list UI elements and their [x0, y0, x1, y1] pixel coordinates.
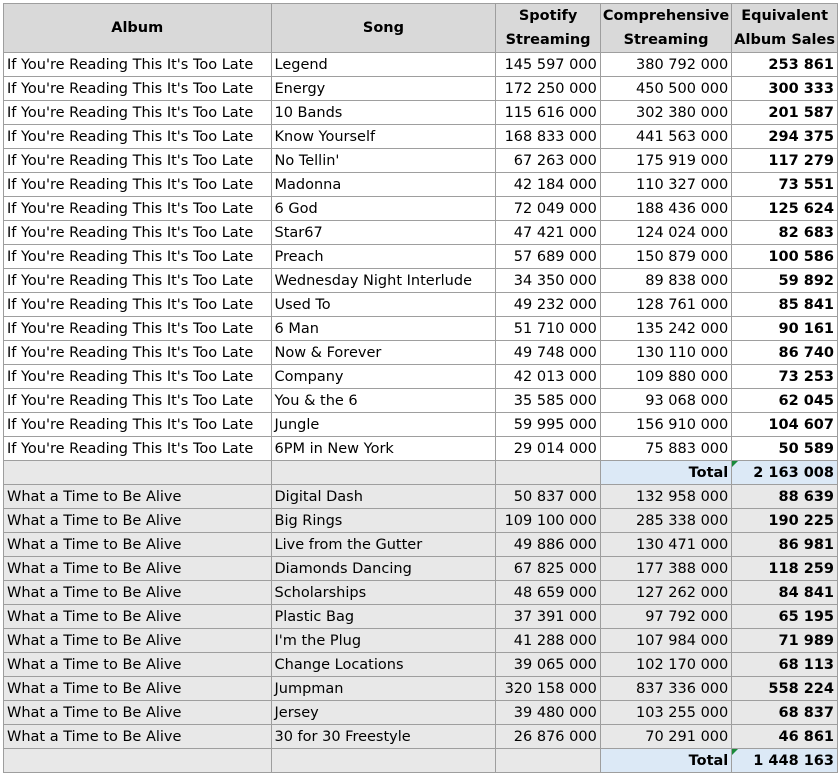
table-row — [4, 389, 838, 413]
song-cell[interactable]: Legend — [271, 53, 496, 77]
spotify-cell[interactable]: 42 013 000 — [496, 365, 600, 389]
table-row — [4, 437, 838, 461]
album-sales-cell[interactable]: 201 587 — [732, 101, 838, 125]
song-cell[interactable]: Star67 — [271, 221, 496, 245]
album-cell[interactable]: If You're Reading This It's Too Late — [4, 317, 272, 341]
spotify-cell[interactable]: 35 585 000 — [496, 389, 600, 413]
header-comprehensive-streaming[interactable] — [600, 4, 731, 53]
spotify-cell[interactable]: 72 049 000 — [496, 197, 600, 221]
table-row — [4, 413, 838, 437]
comprehensive-cell[interactable]: 109 880 000 — [600, 365, 731, 389]
table-row — [4, 677, 838, 701]
album-cell[interactable]: What a Time to Be Alive — [4, 629, 272, 653]
spotify-cell[interactable]: 34 350 000 — [496, 269, 600, 293]
empty-cell[interactable] — [271, 461, 496, 485]
table-row — [4, 125, 838, 149]
comprehensive-cell[interactable]: 837 336 000 — [600, 677, 731, 701]
song-cell[interactable]: Diamonds Dancing — [271, 557, 496, 581]
album-cell[interactable]: What a Time to Be Alive — [4, 557, 272, 581]
album-cell[interactable]: If You're Reading This It's Too Late — [4, 437, 272, 461]
table-row — [4, 293, 838, 317]
album-sales-cell[interactable]: 59 892 — [732, 269, 838, 293]
table-row — [4, 581, 838, 605]
empty-cell[interactable] — [4, 461, 272, 485]
song-cell[interactable]: Wednesday Night Interlude — [271, 269, 496, 293]
song-cell[interactable]: Now & Forever — [271, 341, 496, 365]
header-spotify-streaming[interactable] — [496, 4, 600, 53]
table-row — [4, 221, 838, 245]
comprehensive-cell[interactable]: 103 255 000 — [600, 701, 731, 725]
album-sales-cell[interactable]: 294 375 — [732, 125, 838, 149]
album-sales-cell[interactable]: 253 861 — [732, 53, 838, 77]
empty-cell[interactable] — [4, 749, 272, 773]
album-sales-cell[interactable]: 84 841 — [732, 581, 838, 605]
comprehensive-cell[interactable]: 380 792 000 — [600, 53, 731, 77]
comprehensive-cell[interactable]: 124 024 000 — [600, 221, 731, 245]
empty-cell[interactable] — [496, 461, 600, 485]
spotify-cell[interactable]: 57 689 000 — [496, 245, 600, 269]
album-cell[interactable]: If You're Reading This It's Too Late — [4, 53, 272, 77]
album-sales-cell[interactable]: 88 639 — [732, 485, 838, 509]
table-row — [4, 317, 838, 341]
album-cell[interactable]: If You're Reading This It's Too Late — [4, 125, 272, 149]
song-cell[interactable]: 6PM in New York — [271, 437, 496, 461]
album-cell[interactable]: What a Time to Be Alive — [4, 533, 272, 557]
comprehensive-cell[interactable]: 285 338 000 — [600, 509, 731, 533]
table-row — [4, 485, 838, 509]
album-sales-cell[interactable]: 100 586 — [732, 245, 838, 269]
spotify-cell[interactable]: 145 597 000 — [496, 53, 600, 77]
album-sales-cell[interactable]: 90 161 — [732, 317, 838, 341]
comprehensive-cell[interactable]: 128 761 000 — [600, 293, 731, 317]
spotify-cell[interactable]: 168 833 000 — [496, 125, 600, 149]
album-cell[interactable]: If You're Reading This It's Too Late — [4, 173, 272, 197]
album-sales-cell[interactable]: 82 683 — [732, 221, 838, 245]
song-cell[interactable]: Big Rings — [271, 509, 496, 533]
spotify-cell[interactable]: 49 748 000 — [496, 341, 600, 365]
album-cell[interactable]: What a Time to Be Alive — [4, 725, 272, 749]
empty-cell[interactable] — [271, 749, 496, 773]
table-row — [4, 533, 838, 557]
total-value[interactable]: 2 163 008 — [732, 461, 838, 485]
total-row — [4, 461, 838, 485]
album-cell[interactable]: If You're Reading This It's Too Late — [4, 77, 272, 101]
spotify-cell[interactable]: 67 263 000 — [496, 149, 600, 173]
song-cell[interactable]: Madonna — [271, 173, 496, 197]
album-sales-cell[interactable]: 85 841 — [732, 293, 838, 317]
song-cell[interactable]: Digital Dash — [271, 485, 496, 509]
spotify-cell[interactable]: 50 837 000 — [496, 485, 600, 509]
album-sales-cell[interactable]: 86 740 — [732, 341, 838, 365]
comprehensive-cell[interactable]: 302 380 000 — [600, 101, 731, 125]
album-sales-cell[interactable]: 104 607 — [732, 413, 838, 437]
album-cell[interactable]: If You're Reading This It's Too Late — [4, 269, 272, 293]
table-row — [4, 653, 838, 677]
comprehensive-cell[interactable]: 110 327 000 — [600, 173, 731, 197]
streaming-table — [3, 3, 838, 773]
table-row — [4, 197, 838, 221]
album-sales-cell[interactable]: 125 624 — [732, 197, 838, 221]
album-cell[interactable]: If You're Reading This It's Too Late — [4, 101, 272, 125]
total-label[interactable]: Total — [600, 461, 731, 485]
comprehensive-cell[interactable]: 175 919 000 — [600, 149, 731, 173]
header-line: Equivalent — [741, 8, 829, 24]
spotify-cell[interactable]: 59 995 000 — [496, 413, 600, 437]
header-line: Streaming — [505, 32, 591, 48]
spotify-cell[interactable]: 39 480 000 — [496, 701, 600, 725]
comprehensive-cell[interactable]: 102 170 000 — [600, 653, 731, 677]
song-cell[interactable]: Live from the Gutter — [271, 533, 496, 557]
empty-cell[interactable] — [496, 749, 600, 773]
song-cell[interactable]: Change Locations — [271, 653, 496, 677]
comprehensive-cell[interactable]: 150 879 000 — [600, 245, 731, 269]
album-cell[interactable]: If You're Reading This It's Too Late — [4, 221, 272, 245]
album-cell[interactable]: What a Time to Be Alive — [4, 485, 272, 509]
song-cell[interactable]: 30 for 30 Freestyle — [271, 725, 496, 749]
album-sales-cell[interactable]: 65 195 — [732, 605, 838, 629]
album-cell[interactable]: What a Time to Be Alive — [4, 605, 272, 629]
song-cell[interactable]: You & the 6 — [271, 389, 496, 413]
song-cell[interactable]: Used To — [271, 293, 496, 317]
song-cell[interactable]: Know Yourself — [271, 125, 496, 149]
table-row — [4, 725, 838, 749]
header-line: Spotify — [518, 8, 578, 24]
table-row — [4, 77, 838, 101]
album-sales-cell[interactable]: 71 989 — [732, 629, 838, 653]
table-row — [4, 173, 838, 197]
album-sales-cell[interactable]: 73 253 — [732, 365, 838, 389]
spotify-cell[interactable]: 51 710 000 — [496, 317, 600, 341]
album-cell[interactable]: If You're Reading This It's Too Late — [4, 413, 272, 437]
album-cell[interactable]: What a Time to Be Alive — [4, 701, 272, 725]
song-cell[interactable]: Jungle — [271, 413, 496, 437]
table-row — [4, 557, 838, 581]
album-sales-cell[interactable]: 190 225 — [732, 509, 838, 533]
header-album[interactable]: Album — [4, 4, 272, 53]
song-cell[interactable]: 6 Man — [271, 317, 496, 341]
song-cell[interactable]: Energy — [271, 77, 496, 101]
album-sales-cell[interactable]: 68 837 — [732, 701, 838, 725]
album-sales-cell[interactable]: 62 045 — [732, 389, 838, 413]
album-cell[interactable]: What a Time to Be Alive — [4, 653, 272, 677]
table-row — [4, 701, 838, 725]
header-song[interactable]: Song — [271, 4, 496, 53]
album-cell[interactable]: If You're Reading This It's Too Late — [4, 149, 272, 173]
comprehensive-cell[interactable]: 188 436 000 — [600, 197, 731, 221]
comprehensive-cell[interactable]: 130 471 000 — [600, 533, 731, 557]
album-sales-cell[interactable]: 300 333 — [732, 77, 838, 101]
table-row — [4, 245, 838, 269]
table-row — [4, 101, 838, 125]
header-equivalent-album-sales[interactable] — [732, 4, 838, 53]
table-row — [4, 269, 838, 293]
comprehensive-cell[interactable]: 130 110 000 — [600, 341, 731, 365]
comprehensive-cell[interactable]: 127 262 000 — [600, 581, 731, 605]
comprehensive-cell[interactable]: 75 883 000 — [600, 437, 731, 461]
song-cell[interactable]: Company — [271, 365, 496, 389]
comprehensive-cell[interactable]: 70 291 000 — [600, 725, 731, 749]
total-value[interactable]: 1 448 163 — [732, 749, 838, 773]
album-sales-cell[interactable]: 86 981 — [732, 533, 838, 557]
album-cell[interactable]: If You're Reading This It's Too Late — [4, 197, 272, 221]
spotify-cell[interactable]: 172 250 000 — [496, 77, 600, 101]
album-cell[interactable]: What a Time to Be Alive — [4, 677, 272, 701]
album-sales-cell[interactable]: 117 279 — [732, 149, 838, 173]
spotify-cell[interactable]: 67 825 000 — [496, 557, 600, 581]
song-cell[interactable]: 10 Bands — [271, 101, 496, 125]
album-cell[interactable]: What a Time to Be Alive — [4, 509, 272, 533]
header-row — [4, 4, 838, 53]
song-cell[interactable]: No Tellin' — [271, 149, 496, 173]
table-row — [4, 149, 838, 173]
album-sales-cell[interactable]: 73 551 — [732, 173, 838, 197]
song-cell[interactable]: Jersey — [271, 701, 496, 725]
comprehensive-cell[interactable]: 93 068 000 — [600, 389, 731, 413]
spotify-cell[interactable]: 37 391 000 — [496, 605, 600, 629]
spotify-cell[interactable]: 26 876 000 — [496, 725, 600, 749]
album-sales-cell[interactable]: 68 113 — [732, 653, 838, 677]
table-row — [4, 605, 838, 629]
comprehensive-cell[interactable]: 97 792 000 — [600, 605, 731, 629]
album-cell[interactable]: If You're Reading This It's Too Late — [4, 341, 272, 365]
spotify-cell[interactable]: 115 616 000 — [496, 101, 600, 125]
spotify-cell[interactable]: 47 421 000 — [496, 221, 600, 245]
spotify-cell[interactable]: 49 232 000 — [496, 293, 600, 317]
table-row — [4, 365, 838, 389]
spotify-cell[interactable]: 320 158 000 — [496, 677, 600, 701]
song-cell[interactable]: Jumpman — [271, 677, 496, 701]
song-cell[interactable]: I'm the Plug — [271, 629, 496, 653]
song-cell[interactable]: Preach — [271, 245, 496, 269]
comprehensive-cell[interactable]: 89 838 000 — [600, 269, 731, 293]
album-sales-cell[interactable]: 558 224 — [732, 677, 838, 701]
comprehensive-cell[interactable]: 132 958 000 — [600, 485, 731, 509]
song-cell[interactable]: Scholarships — [271, 581, 496, 605]
comprehensive-cell[interactable]: 441 563 000 — [600, 125, 731, 149]
comprehensive-cell[interactable]: 135 242 000 — [600, 317, 731, 341]
comprehensive-cell[interactable]: 177 388 000 — [600, 557, 731, 581]
total-label[interactable]: Total — [600, 749, 731, 773]
comprehensive-cell[interactable]: 450 500 000 — [600, 77, 731, 101]
header-line: Album Sales — [734, 32, 835, 48]
spotify-cell[interactable]: 39 065 000 — [496, 653, 600, 677]
header-line: Comprehensive — [602, 8, 730, 24]
album-cell[interactable]: What a Time to Be Alive — [4, 581, 272, 605]
album-sales-cell[interactable]: 118 259 — [732, 557, 838, 581]
album-cell[interactable]: If You're Reading This It's Too Late — [4, 245, 272, 269]
album-sales-cell[interactable]: 46 861 — [732, 725, 838, 749]
table-body — [4, 53, 838, 773]
spotify-cell[interactable]: 42 184 000 — [496, 173, 600, 197]
header-line: Streaming — [623, 32, 709, 48]
song-cell[interactable]: Plastic Bag — [271, 605, 496, 629]
album-cell[interactable]: If You're Reading This It's Too Late — [4, 365, 272, 389]
table-row — [4, 629, 838, 653]
album-sales-cell[interactable]: 50 589 — [732, 437, 838, 461]
table-row — [4, 341, 838, 365]
spotify-cell[interactable]: 48 659 000 — [496, 581, 600, 605]
table-row — [4, 509, 838, 533]
spotify-cell[interactable]: 29 014 000 — [496, 437, 600, 461]
song-cell[interactable]: 6 God — [271, 197, 496, 221]
comprehensive-cell[interactable]: 107 984 000 — [600, 629, 731, 653]
comprehensive-cell[interactable]: 156 910 000 — [600, 413, 731, 437]
spotify-cell[interactable]: 41 288 000 — [496, 629, 600, 653]
spotify-cell[interactable]: 49 886 000 — [496, 533, 600, 557]
album-cell[interactable]: If You're Reading This It's Too Late — [4, 389, 272, 413]
total-row — [4, 749, 838, 773]
table-row — [4, 53, 838, 77]
spotify-cell[interactable]: 109 100 000 — [496, 509, 600, 533]
album-cell[interactable]: If You're Reading This It's Too Late — [4, 293, 272, 317]
